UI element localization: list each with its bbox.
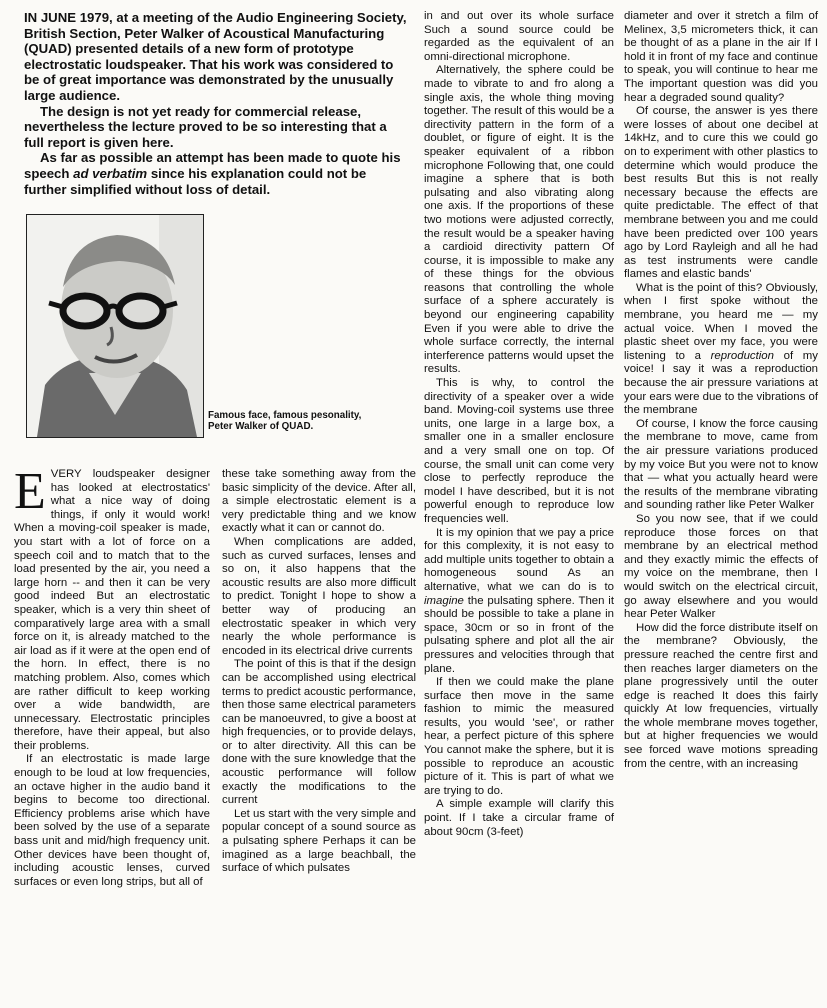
- portrait-icon: [27, 215, 203, 437]
- article-column-2: [222, 468, 416, 876]
- photo-caption: [208, 410, 408, 432]
- column-2-paragraph-4: Let us start with the very simple and popular concept of a sound source as a pulsating sphere Perhaps it can be imagined as a large beachball, the surface of which pulsates: [222, 807, 416, 875]
- intro-paragraph-1: IN JUNE 1979, at a meeting of the Audio Engineering Society, British Section, Peter Walker of Acoustical Manufacturing (QUAD) presented details of a new form of prototype electrostatic loudspeaker. That his work was considered to be of great importance was demonstrated by the unusually large audience.: [24, 10, 407, 103]
- portrait-photo: [26, 214, 204, 438]
- column-3-paragraph-2: Alternatively, the sphere could be made to vibrate to and fro along a single axis, the whole thing moving together. The result of this would be a directivity pattern in the form of a doublet, or figure of eight. It is the speaker equivalent of a ribbon microphone Following that, one could imagine a sphere that is both pulsating and also vibrating along one axis. If the proportions of these two motions were adjusted correctly, the result would be a speaker having a cardioid directivity pattern Of course, it is impossible to make any of these things for the obvious reasons that controlling the whole surface of a sphere accurately is beyond our engineering capability Even if you were able to drive the whole surface correctly, the internal interference patterns would upset the results.: [424, 64, 614, 376]
- intro-paragraph-3: [24, 150, 409, 197]
- column-4-paragraph-3: [624, 282, 818, 418]
- drop-cap: E: [14, 463, 46, 520]
- column-3-paragraph-4-text: It is my opinion that we pay a price for this complexity, it is not easy to add multiple units together to obtain a homogeneous sound As an alternative, what we can do is to: [424, 526, 614, 593]
- column-3-paragraph-4: [424, 527, 614, 677]
- intro-p3-italic: ad verbatim: [73, 165, 148, 181]
- intro-p3-text-a: As far as possible an attempt has been made to quote his speech: [24, 150, 401, 181]
- article-column-1: [14, 463, 210, 889]
- intro-paragraph-2: The design is not yet ready for commercial release, nevertheless the lecture proved to be so interesting that a full report is given here.: [24, 103, 387, 150]
- caption-line-2: Peter Walker of QUAD.: [208, 421, 314, 432]
- column-4-paragraph-6: How did the force distribute itself on the membrane? Obviously, the pressure reached the centre first and then reaches larger diameters on the plane progressively until the outer edge is reached It does this fairly quickly At low frequencies, virtually the whole membrane moves together, but at higher frequencies we would see forced wave motions spreading from the centre, with an increasing: [624, 621, 818, 770]
- caption-line-1: Famous face, famous pesonality,: [208, 410, 362, 421]
- column-3-paragraph-3: This is why, to control the directivity of a speaker over a wide band. Moving-coil systems use three units, one large in a large box, a smaller one in a smaller enclosure and a very small one on top. Of course, the small unit can come very close to perfectly reproduce the model I have described, but it is not powerful enough to reproduce low frequencies well.: [424, 377, 614, 525]
- column-3-paragraph-6: A simple example will clarify this point. If I take a circular frame of about 90cm (3-feet): [424, 798, 614, 838]
- column-3-italic-imagine: imagine: [424, 594, 464, 607]
- article-column-3: [424, 10, 614, 839]
- column-3-paragraph-5: If then we could make the plane surface then move in the same fashion to mimic the measured results, you would 'see', or rather hear, a perfect picture of this sphere You cannot make the sphere, but it is possible to reproduce an acoustic picture of it. This is part of what we are trying to do.: [424, 676, 614, 797]
- column-1-paragraph-1-text: VERY loudspeaker designer has looked at electrostatics' what a nice way of doing things, if only it would work! When a moving-coil speaker is made, you start with a lot of force on a speech coil and to match that to the load presented by the air, you need a large horn -- and then it can be very good indeed But an electrostatic speaker, which is a very thin sheet of comparatively large area with a small force on it, is already matched to the air load as if it were at the open end of the horn. In effect, there is no matching problem. Also, comes which are rather difficult to keep working over a wide bandwidth, are unnecessary. Electrostatic principles therefore, have their appeal, but also their problems.: [14, 468, 210, 752]
- column-4-paragraph-5: So you now see, that if we could reproduce those forces on that membrane by an electrical method and they exactly mimic the effects of my voice on the membrane, then I would switch on the electrical circuit, go away elsewhere and you would hear Peter Walker: [624, 512, 818, 621]
- column-1-paragraph-2: If an electrostatic is made large enough to be loud at low frequencies, an octave higher in the audio band it begins to become too directional. Efficiency problems arise which have been solved by the use of a separate bass unit and mid/high frequency unit. Other devices have been thought of, including acoustic lenses, curved surfaces or even long strips, but all of: [14, 753, 210, 888]
- column-4-paragraph-2: Of course, the answer is yes there were losses of about one decibel at 14kHz, and to cure this we could go on to experiment with other plastics to determine which would produce the best results But this is not really necessary because the effects are quite predictable. The effect of that membrane between you and me could have been predicted over 100 years ago by Lord Rayleigh and all he had as test instruments were candle flames and elastic bands': [624, 105, 818, 281]
- column-2-paragraph-3: The point of this is that if the design can be accomplished using electrical terms to predict acoustic performance, then those same electrical parameters can be manoeuvred, to give a boost at high frequencies, or to provide delays, or to alter directivity. All this can be done with the sure knowledge that the acoustic performance will follow exactly the modifications to the current: [222, 658, 416, 807]
- column-4-italic-reproduction: reproduction: [710, 349, 774, 362]
- article-column-4: [624, 10, 818, 771]
- column-3-paragraph-1: in and out over its whole surface Such a sound source could be regarded as the equivalent of an omni-directional microphone.: [424, 10, 614, 63]
- column-4-paragraph-3-text-b: of my voice! I say it was a reproduction because the air pressure variations at your ears were due to the vibrations of the membrane: [624, 349, 818, 417]
- column-3-paragraph-4-text-b: the pulsating sphere. Then it should be possible to take a plane in space, 30cm or so in front of the pulsating sphere and plot all the air pressures and velocities through that plane.: [424, 594, 614, 675]
- column-4-paragraph-3-text: What is the point of this? Obviously, when I first spoke without the membrane, you heard me — my actual voice. When I moved the plastic sheet over my face, you were listening to a: [624, 281, 818, 362]
- column-4-paragraph-1: diameter and over it stretch a film of Melinex, 3,5 micrometers thick, it can be thought of as a plane in the air If I hold it in front of my face and continue to speak, you will continue to hear me The important question was did you hear a degraded sound quality?: [624, 10, 818, 104]
- column-2-paragraph-2: When complications are added, such as curved surfaces, lenses and so on, it also happens that the acoustic results are also more difficult to predict. Tonight I hope to show a better way of producing an electrostatic speaker in which very nearly the whole performance is encoded in its electrical drive currents: [222, 535, 416, 657]
- column-4-paragraph-4: Of course, I know the force causing the membrane to move, came from the air pressure variations produced by my voice But you were not to know that — what you actually heard were the results of the membrane vibrating and sounding rather like Peter Walker: [624, 417, 818, 512]
- column-2-paragraph-1: these take something away from the basic simplicity of the device. After all, a simple electrostatic element is a very predictable thing and we know exactly what it can or cannot do.: [222, 468, 416, 535]
- column-1-paragraph-1: [14, 463, 210, 753]
- intro-standfirst: [24, 10, 409, 197]
- intro-p3-text-c: since his explanation could not be further simplified without loss of detail.: [24, 165, 367, 197]
